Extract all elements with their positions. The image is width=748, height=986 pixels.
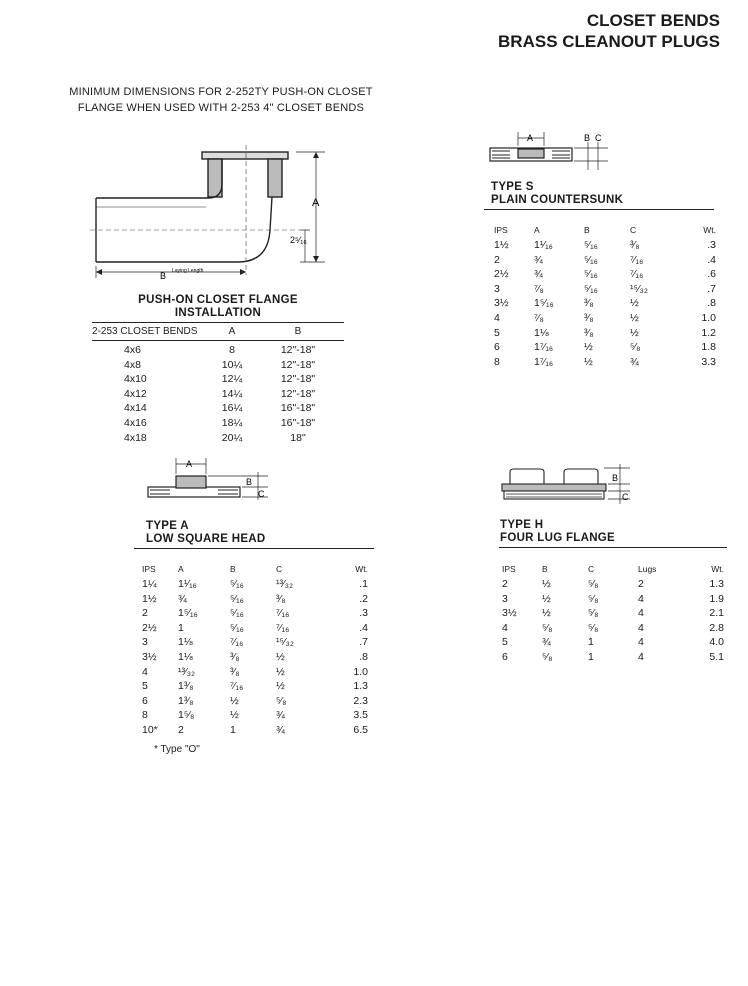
- table-cell: 4: [638, 607, 644, 620]
- table-cell: 1⅛: [534, 326, 549, 339]
- table-cell: 4x16: [124, 416, 147, 429]
- table-cell: ⁵⁄₁₆: [230, 621, 244, 634]
- col-header: IPS: [142, 563, 156, 574]
- table-cell: ¾: [178, 592, 187, 605]
- label-b: B: [160, 271, 167, 281]
- table-cell: 14¼: [221, 387, 243, 400]
- table-cell: ³⁄₈: [230, 650, 240, 663]
- table-cell: 3: [494, 282, 500, 295]
- table-cell: .3: [707, 239, 716, 251]
- table-cell: ½: [542, 592, 551, 605]
- table-cell: 1.0: [701, 311, 716, 324]
- table-cell: ⁷⁄₁₆: [230, 680, 244, 693]
- table-row: [502, 577, 724, 592]
- table-cell: ⁵⁄₈: [542, 650, 553, 663]
- table-cell: .7: [359, 636, 368, 649]
- table-cell: .4: [359, 621, 368, 634]
- table-cell: ½: [584, 355, 593, 368]
- table-cell: 4x6: [124, 344, 141, 356]
- table-cell: 2: [142, 607, 148, 620]
- table-cell: ³⁄₈: [276, 592, 286, 605]
- type-h-title-line-1: TYPE H: [500, 519, 544, 531]
- table-cell: ¾: [630, 355, 639, 368]
- label-c: C: [595, 133, 602, 143]
- col-header: C: [588, 563, 595, 574]
- table-cell: ¹⁵⁄₃₂: [630, 282, 648, 295]
- table-cell: ½: [276, 680, 285, 693]
- table-cell: 2: [502, 578, 508, 590]
- table-cell: 4x18: [124, 431, 147, 444]
- type-a-title-line-2: LOW SQUARE HEAD: [146, 533, 266, 545]
- table-cell: ⁵⁄₁₆: [230, 607, 244, 620]
- table-cell: ⁷⁄₁₆: [630, 253, 644, 266]
- table-cell: 1.0: [353, 665, 368, 678]
- table-cell: .3: [359, 607, 368, 620]
- table-cell: ½: [630, 326, 639, 339]
- table-cell: .6: [707, 268, 716, 281]
- table-cell: ½: [542, 607, 551, 620]
- label-b: B: [246, 477, 253, 487]
- table-cell: 1⁷⁄₁₆: [534, 355, 554, 368]
- table-cell: ½: [630, 297, 639, 310]
- col-header: C: [276, 563, 283, 574]
- table-cell: ⁵⁄₈: [630, 341, 641, 354]
- table-cell: ½: [230, 694, 239, 707]
- table-cell: ¾: [276, 709, 285, 722]
- table-cell: 18": [290, 431, 306, 444]
- table-cell: ½: [230, 709, 239, 722]
- table-cell: 12"-18": [280, 358, 316, 371]
- table-cell: ⁷⁄₁₆: [276, 607, 290, 620]
- table-cell: 1.9: [709, 592, 724, 605]
- table-cell: 18¼: [221, 416, 243, 429]
- col-header: A: [534, 224, 540, 235]
- table-cell: 1: [588, 636, 594, 649]
- table-cell: ⁵⁄₈: [276, 694, 287, 707]
- table-cell: 2.8: [709, 621, 724, 634]
- table-cell: ⁵⁄₈: [588, 607, 599, 620]
- table-cell: 10¼: [221, 358, 243, 371]
- table-cell: ⁵⁄₈: [588, 592, 599, 605]
- col-header: Wt.: [711, 563, 724, 574]
- table-cell: ³⁄₈: [584, 326, 594, 339]
- table-cell: ⁵⁄₁₆: [584, 268, 598, 281]
- table-cell: ⁵⁄₁₆: [230, 578, 244, 590]
- pushon-title-line-1: PUSH-ON CLOSET FLANGE: [138, 294, 298, 306]
- table-cell: ⁵⁄₈: [542, 621, 553, 634]
- label-a: A: [527, 133, 534, 143]
- table-cell: ¾: [276, 723, 285, 736]
- table-cell: 1.3: [709, 578, 724, 590]
- table-cell: 3.3: [701, 355, 716, 368]
- table-row: [502, 621, 724, 636]
- table-row: [502, 592, 724, 607]
- table-cell: .2: [359, 592, 368, 605]
- table-cell: 4.0: [709, 636, 724, 649]
- table-cell: 1⁵⁄₁₆: [534, 297, 554, 310]
- label-b: B: [584, 133, 591, 143]
- table-cell: 5.1: [709, 650, 724, 663]
- caption-line-1: MINIMUM DIMENSIONS FOR 2-252TY PUSH-ON CLOSET: [69, 86, 373, 98]
- caption-line-2: FLANGE WHEN USED WITH 2-253 4" CLOSET BENDS: [77, 102, 365, 114]
- type-s-title-line-2: PLAIN COUNTERSUNK: [491, 194, 624, 206]
- table-cell: 5: [494, 326, 500, 339]
- table-cell: ⁷⁄₁₆: [230, 636, 244, 649]
- table-cell: ⁷⁄₈: [534, 311, 544, 324]
- table-cell: 1: [230, 723, 236, 736]
- table-cell: 3.5: [353, 709, 368, 722]
- table-row: [502, 650, 724, 665]
- table-cell: 4: [142, 665, 148, 678]
- table-cell: ⁵⁄₁₆: [584, 239, 598, 251]
- table-cell: 5: [142, 680, 148, 693]
- table-cell: ¹⁵⁄₃₂: [276, 636, 294, 649]
- table-cell: 4: [502, 621, 508, 634]
- table-cell: 16"-18": [280, 402, 316, 415]
- type-h-title-line-2: FOUR LUG FLANGE: [500, 532, 616, 544]
- table-cell: 16¼: [221, 402, 243, 415]
- table-cell: 2.3: [353, 694, 368, 707]
- label-c: C: [258, 489, 265, 499]
- table-cell: 6: [494, 341, 500, 354]
- table-cell: ½: [542, 578, 551, 590]
- table-cell: 1¼: [142, 578, 157, 590]
- type-s-title-line-1: TYPE S: [491, 181, 534, 193]
- table-cell: .4: [707, 253, 716, 266]
- table-cell: 8: [142, 709, 148, 722]
- table-cell: 3: [142, 636, 148, 649]
- table-cell: 3½: [142, 650, 157, 663]
- table-cell: ³⁄₈: [584, 297, 594, 310]
- table-cell: 1.8: [701, 341, 716, 354]
- table-cell: .8: [359, 650, 368, 663]
- table-header-row: [502, 561, 724, 577]
- table-cell: 4x14: [124, 402, 147, 415]
- table-cell: 5: [502, 636, 508, 649]
- label-a: A: [186, 459, 193, 469]
- table-cell: ⁵⁄₁₆: [584, 282, 598, 295]
- table-cell: ¾: [534, 268, 543, 281]
- table-cell: 1⁷⁄₁₆: [534, 341, 554, 354]
- table-cell: 3: [502, 592, 508, 605]
- table-cell: 6.5: [353, 723, 368, 736]
- table-cell: 1: [178, 621, 184, 634]
- col-header: Wt.: [355, 563, 368, 574]
- type-h-table: [502, 561, 724, 665]
- table-cell: ⁷⁄₈: [534, 282, 544, 295]
- table-row: [502, 606, 724, 621]
- table-cell: ⁷⁄₁₆: [276, 621, 290, 634]
- table-cell: ³⁄₈: [630, 239, 640, 251]
- table-cell: 1.3: [353, 680, 368, 693]
- table-cell: 4: [494, 311, 500, 324]
- table-cell: 1⅛: [178, 650, 193, 663]
- type-h-rule: [499, 547, 727, 548]
- table-cell: 12"-18": [280, 344, 316, 356]
- table-cell: ⁵⁄₁₆: [584, 253, 598, 266]
- label-c: C: [622, 492, 629, 502]
- table-cell: ⁷⁄₁₆: [630, 268, 644, 281]
- label-a: A: [312, 197, 320, 209]
- table-cell: 4x10: [124, 373, 147, 386]
- type-h-title: [500, 519, 615, 545]
- table-cell: 6: [142, 694, 148, 707]
- table-cell: ¹³⁄₃₂: [178, 665, 196, 678]
- table-cell: 2: [178, 723, 184, 736]
- table-cell: 1½: [494, 239, 509, 251]
- pushon-title-line-2: INSTALLATION: [174, 307, 262, 319]
- table-cell: 4: [638, 650, 644, 663]
- table-cell: ⁵⁄₈: [588, 621, 599, 634]
- table-cell: ½: [630, 311, 639, 324]
- table-cell: 1¹⁄₁₆: [178, 578, 197, 590]
- table-cell: 4: [638, 636, 644, 649]
- table-row: [502, 635, 724, 650]
- table-cell: ³⁄₈: [584, 311, 594, 324]
- table-cell: 3½: [502, 607, 517, 620]
- table-cell: 1⅛: [178, 636, 193, 649]
- table-cell: 1⁵⁄₁₆: [178, 607, 198, 620]
- table-cell: 2: [494, 253, 500, 266]
- table-cell: ½: [584, 341, 593, 354]
- col-header: 2-253 CLOSET BENDS: [92, 325, 198, 337]
- table-cell: 10*: [142, 723, 158, 736]
- table-cell: 8: [494, 355, 500, 368]
- col-header: A: [178, 563, 184, 574]
- table-cell: 2½: [142, 621, 157, 634]
- type-a-footnote: * Type "O": [154, 744, 200, 755]
- table-cell: 2: [638, 578, 644, 590]
- table-cell: 4x12: [124, 387, 147, 400]
- table-cell: ¾: [534, 253, 543, 266]
- table-cell: ⁵⁄₁₆: [230, 592, 244, 605]
- col-header: Wt.: [703, 224, 716, 235]
- table-cell: 12"-18": [280, 373, 316, 386]
- table-cell: 12"-18": [280, 387, 316, 400]
- table-cell: 1: [588, 650, 594, 663]
- col-header: Lugs: [638, 563, 657, 574]
- col-header: B: [584, 224, 590, 235]
- table-cell: 4x8: [124, 358, 141, 371]
- label-dim: 2⁵⁄₁₆: [290, 235, 307, 245]
- table-cell: 2½: [494, 268, 509, 281]
- table-cell: 1.2: [701, 326, 716, 339]
- table-cell: 12¼: [221, 373, 243, 386]
- table-cell: 1³⁄₈: [178, 680, 194, 693]
- table-cell: 4: [638, 621, 644, 634]
- table-cell: ⁵⁄₈: [588, 578, 599, 590]
- col-header: IPS: [494, 224, 508, 235]
- col-header: IPS: [502, 563, 516, 574]
- label-b: B: [612, 473, 619, 483]
- table-cell: 1½: [142, 592, 157, 605]
- table-cell: 16"-18": [280, 416, 316, 429]
- table-cell: ¾: [542, 636, 551, 649]
- table-cell: ½: [276, 650, 285, 663]
- table-cell: .7: [707, 282, 716, 295]
- table-cell: ¹³⁄₃₂: [276, 578, 294, 590]
- table-cell: 1⁵⁄₈: [178, 709, 195, 722]
- col-header: B: [542, 563, 548, 574]
- table-cell: 6: [502, 650, 508, 663]
- table-cell: 3½: [494, 297, 509, 310]
- table-cell: 2.1: [709, 607, 724, 620]
- type-a-title-line-1: TYPE A: [146, 520, 189, 532]
- col-header: B: [294, 325, 302, 337]
- title-line-1: CLOSET BENDS: [586, 11, 720, 30]
- table-cell: 1¹⁄₁₆: [534, 239, 553, 251]
- title-line-2: BRASS CLEANOUT PLUGS: [498, 32, 720, 51]
- label-laying-length: Laying Length: [172, 268, 204, 274]
- table-cell: 20¼: [221, 431, 243, 444]
- col-header: A: [228, 325, 236, 337]
- col-header: C: [630, 224, 637, 235]
- table-cell: 4: [638, 592, 644, 605]
- table-cell: ³⁄₈: [230, 665, 240, 678]
- table-cell: .8: [707, 297, 716, 310]
- table-cell: .1: [359, 578, 368, 590]
- col-header: B: [230, 563, 236, 574]
- table-cell: 1³⁄₈: [178, 694, 194, 707]
- table-cell: 8: [229, 344, 235, 356]
- table-cell: ½: [276, 665, 285, 678]
